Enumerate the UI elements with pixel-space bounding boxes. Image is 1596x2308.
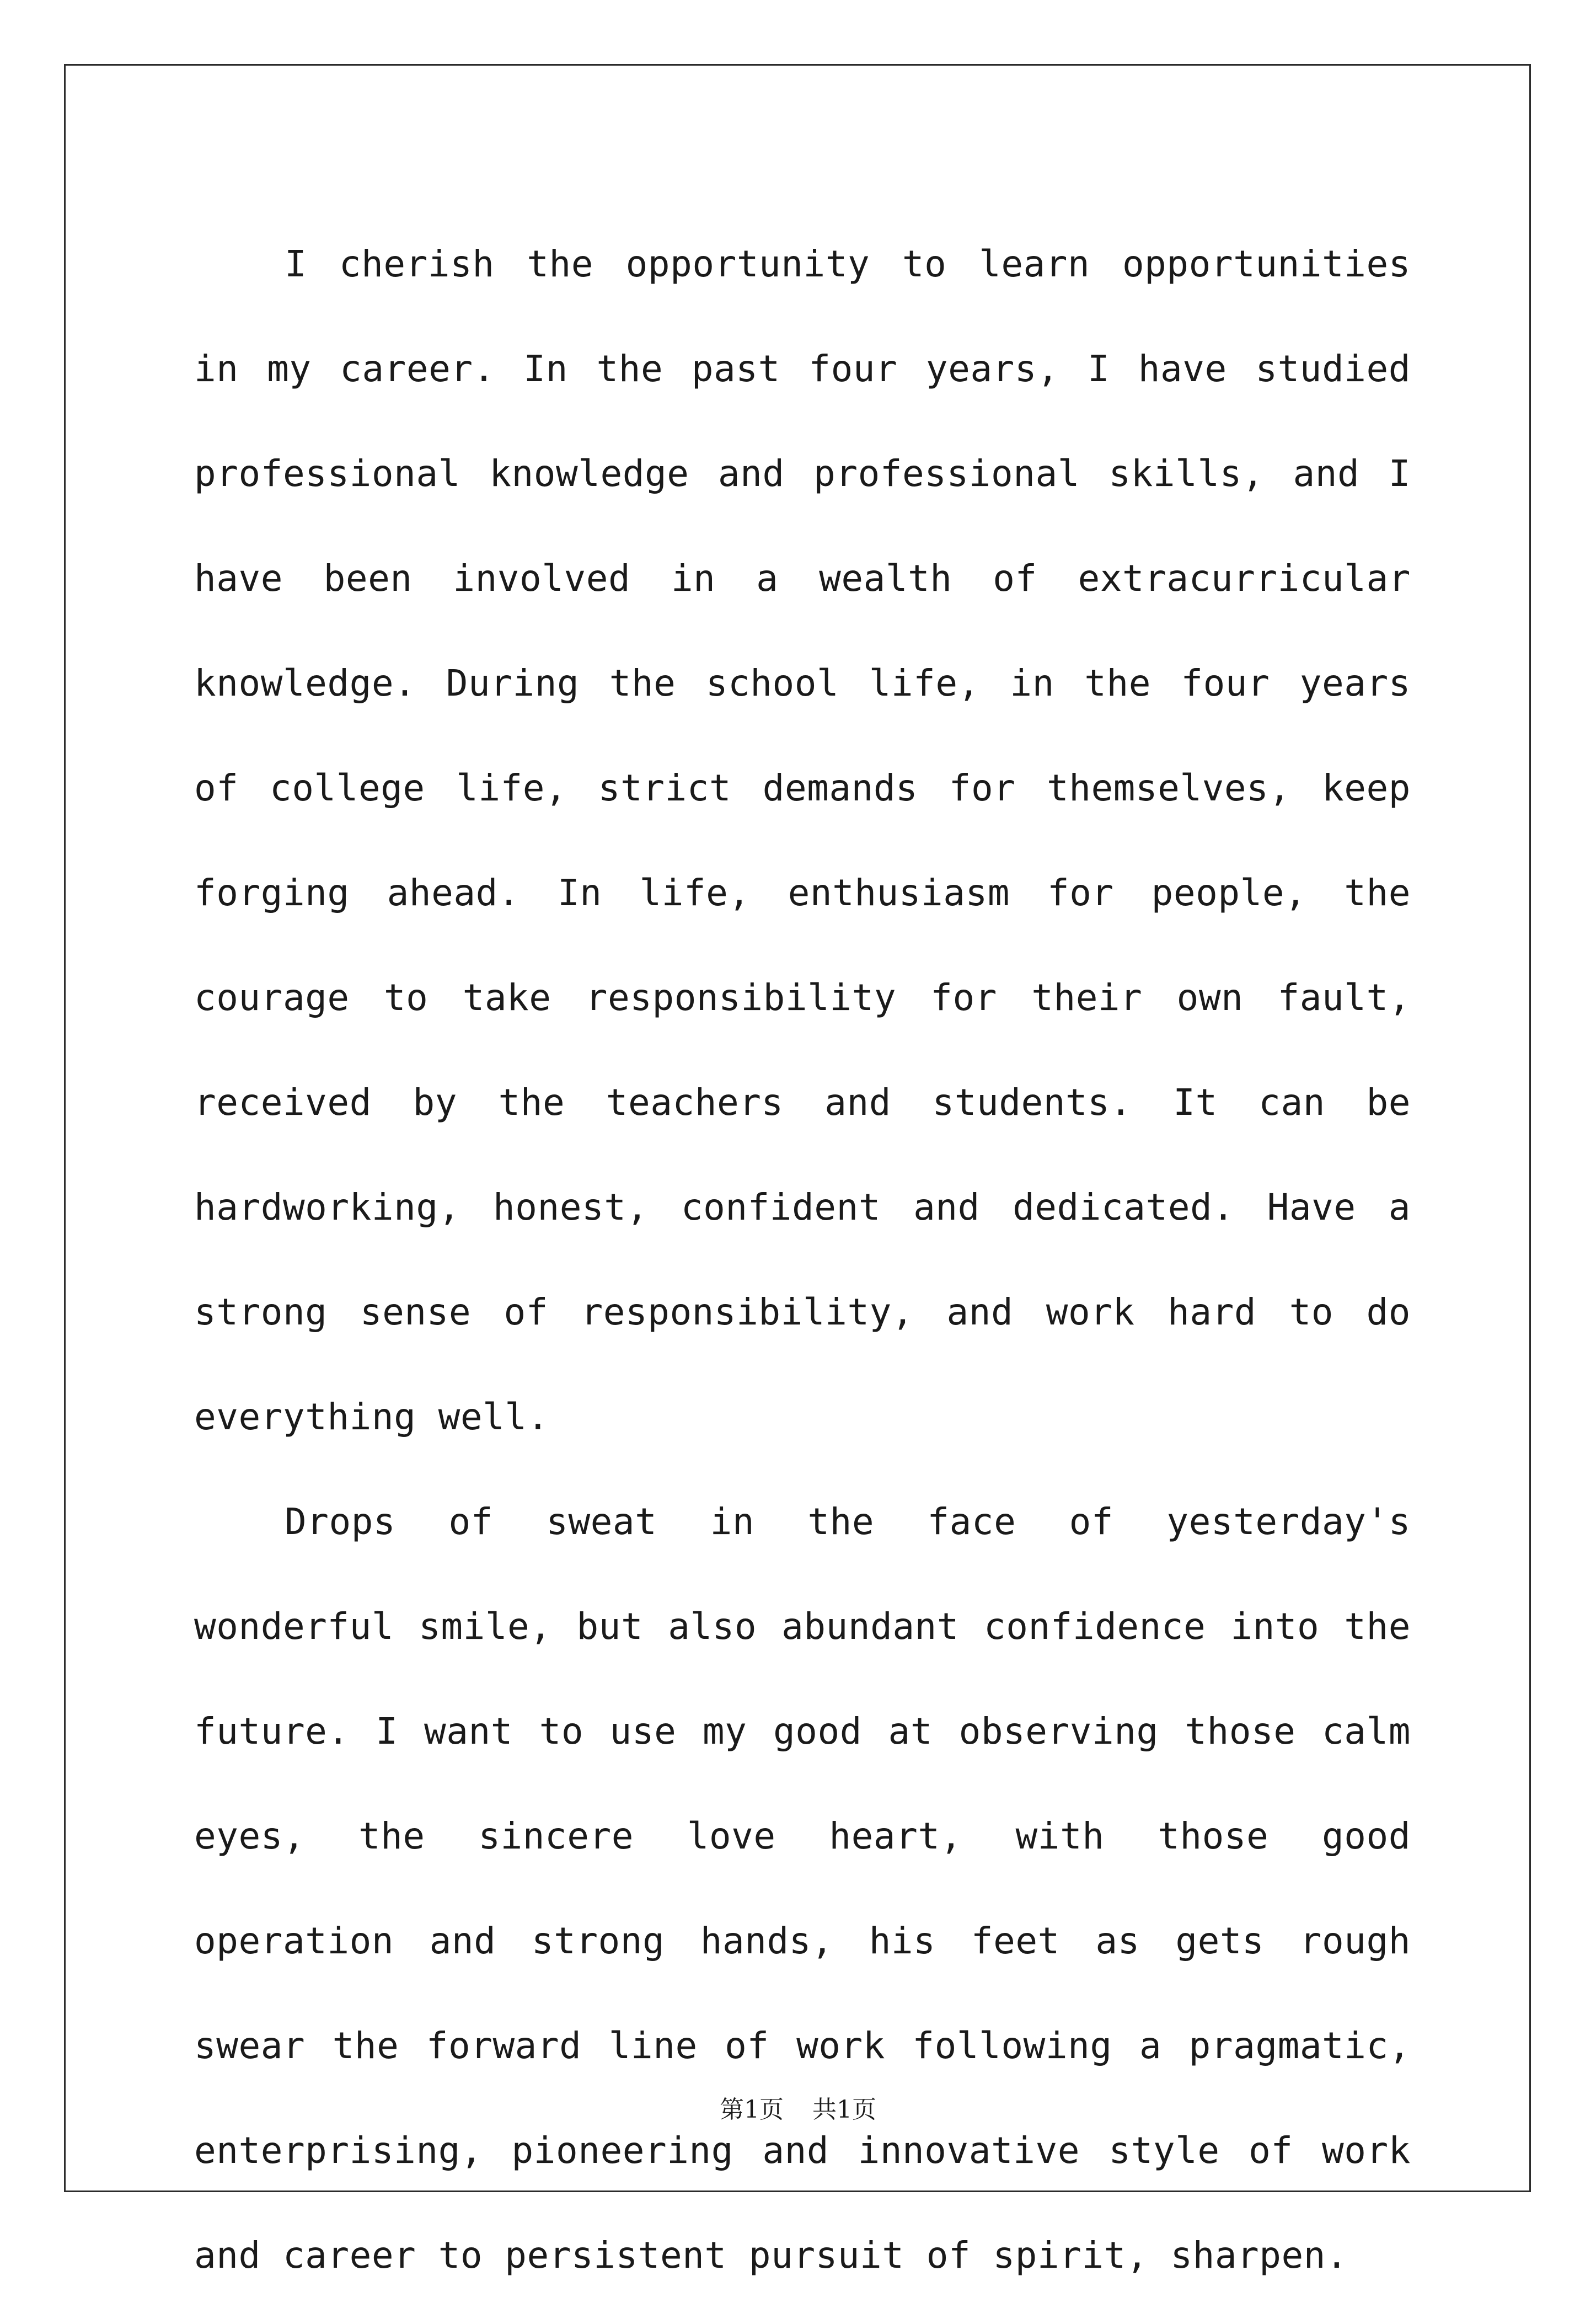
paragraph: Drops of sweat in the face of yesterday's wonderful smile, but also abundant confidence into the future. I want to use my good at observing those calm eyes, the sincere love heart, with those good operation and strong hands, his feet as gets rough swear the forward line of work following a pragmatic, enterprising, pioneering and innovative style of work and career to persistent pursuit of spirit, sharpen. [194,1500,1411,2277]
page-footer [0,2090,1596,2125]
paragraph: I cherish the opportunity to learn opportunities in my career. In the past four years, I have studied professional knowledge and professional skills, and I have been involved in a wealth of extracurricular knowledge. During the school life, in the four years of college life, strict demands for themselves, keep forging ahead. In life, enthusiasm for people, the courage to take responsibility for their own fault, received by the teachers and students. It can be hardworking, honest, confident and dedicated. Have a strong sense of responsibility, and work hard to do everything well. [194,243,1411,1438]
page-total: 共1页 [812,2096,876,2124]
document-body [194,212,1411,2308]
page-number: 第1页 [720,2096,784,2124]
